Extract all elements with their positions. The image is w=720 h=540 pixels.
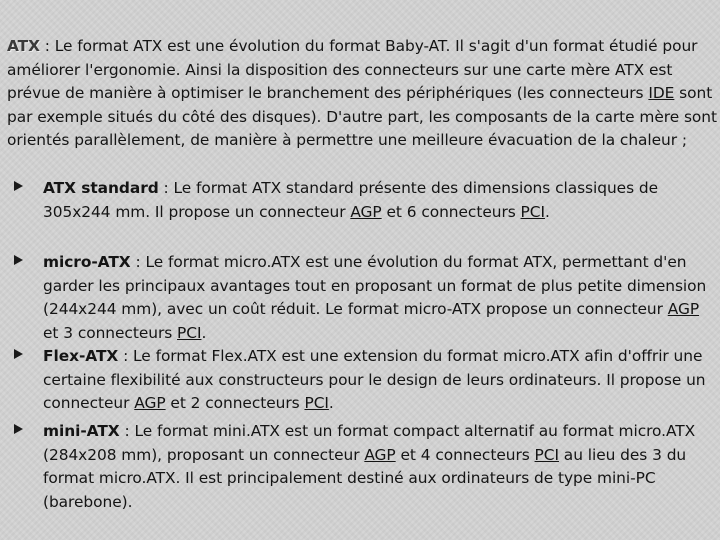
triangle-bullet-icon bbox=[14, 255, 23, 265]
item-term: mini-ATX bbox=[43, 422, 120, 440]
list-item-flex-atx bbox=[43, 345, 717, 416]
link-ide[interactable]: IDE bbox=[648, 84, 675, 103]
intro-paragraph bbox=[7, 35, 717, 153]
item-term: micro-ATX bbox=[43, 253, 131, 271]
link-agp[interactable]: AGP bbox=[134, 394, 166, 413]
item-text: : Le format ATX standard présente des dimensions classiques de 305x244 mm. Il propose un connecteur bbox=[43, 179, 659, 221]
link-pci[interactable]: PCI bbox=[534, 445, 559, 464]
triangle-bullet-icon bbox=[14, 424, 23, 434]
link-pci[interactable]: PCI bbox=[304, 394, 329, 413]
item-text: : Le format micro.ATX est une évolution du format ATX, permettant d'en garder les principaux avantages tout en proposant un format de plus petite dimension (244x244 mm), avec un coût réduit. Le format micro-ATX propose un connecteur bbox=[43, 253, 707, 319]
item-text: . bbox=[201, 323, 207, 342]
item-text: et 4 connecteurs bbox=[395, 445, 535, 464]
list-item-atx-standard bbox=[43, 177, 717, 224]
link-pci[interactable]: PCI bbox=[520, 202, 545, 221]
item-text: : Le format mini.ATX est un format compact alternatif au format micro.ATX (284x208 mm), proposant un connecteur bbox=[43, 422, 696, 464]
triangle-bullet-icon bbox=[14, 349, 23, 359]
intro-term: ATX bbox=[7, 37, 40, 55]
item-text: . bbox=[328, 394, 334, 413]
link-agp[interactable]: AGP bbox=[667, 300, 700, 319]
item-text: et 3 connecteurs bbox=[43, 323, 178, 342]
intro-text-1: Le format ATX est une évolution du format Baby-AT. Il s'agit d'un format étudié pour améliorer l'ergonomie. Ainsi la disposition des connecteurs sur une carte mère ATX est prévue de manière à optimiser le branchement des périphériques (les connecteurs bbox=[7, 37, 698, 103]
item-term: ATX standard bbox=[43, 179, 159, 197]
item-text: et 2 connecteurs bbox=[165, 394, 305, 413]
item-text: au lieu des 3 du format micro.ATX. Il est principalement destiné aux ordinateurs de type mini-PC (barebone). bbox=[43, 445, 687, 511]
intro-text-2: sont par exemple situés du côté des disques). D'autre part, les composants de la carte mère sont orientés parallèlement, de manière à permettre une meilleure évacuation de la chaleur ; bbox=[7, 84, 717, 150]
item-text: : Le format Flex.ATX est une extension du format micro.ATX afin d'offrir une certaine flexibilité aux constructeurs pour le design de leurs ordinateurs. Il propose un connecteur bbox=[43, 347, 706, 413]
triangle-bullet-icon bbox=[14, 181, 23, 191]
list-item-micro-atx bbox=[43, 251, 717, 345]
intro-separator: : bbox=[39, 37, 55, 55]
link-agp[interactable]: AGP bbox=[350, 202, 382, 221]
link-pci[interactable]: PCI bbox=[177, 323, 202, 342]
item-term: Flex-ATX bbox=[43, 347, 119, 365]
list-item-mini-atx bbox=[43, 420, 717, 514]
link-agp[interactable]: AGP bbox=[364, 445, 396, 464]
item-text: et 6 connecteurs bbox=[381, 202, 521, 221]
item-text: . bbox=[544, 202, 550, 221]
